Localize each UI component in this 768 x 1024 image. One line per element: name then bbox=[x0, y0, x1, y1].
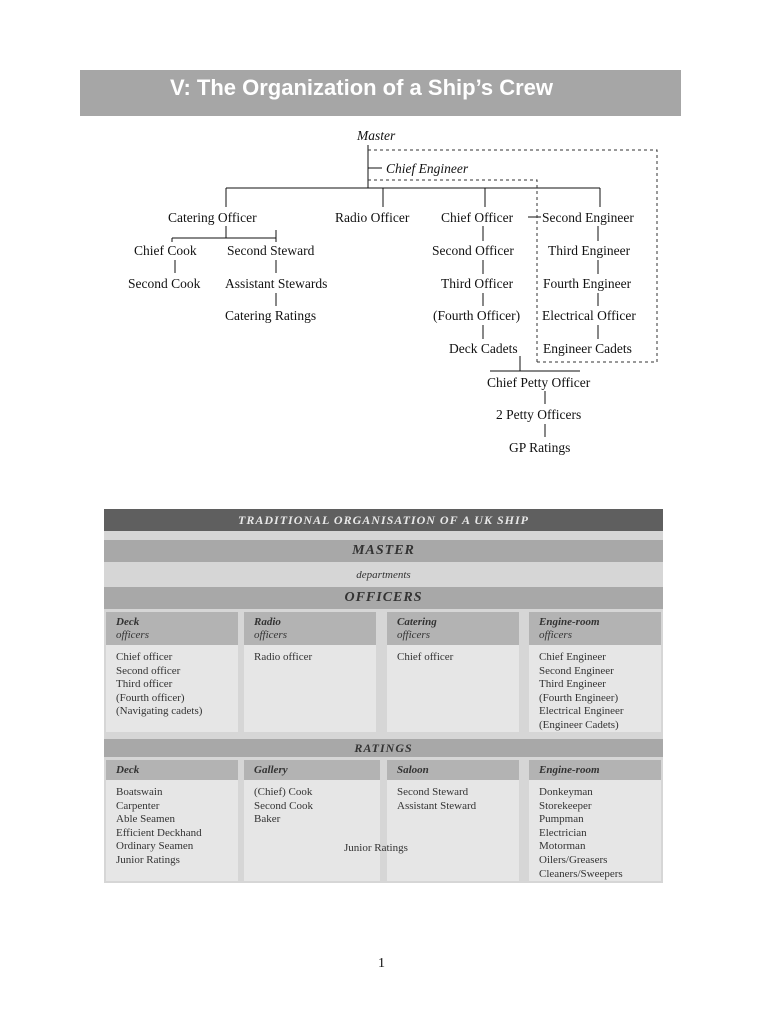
org-petty-officers: 2 Petty Officers bbox=[496, 407, 582, 422]
officer-column-list bbox=[106, 645, 238, 725]
uk-ship-organisation-table bbox=[104, 509, 663, 883]
list-item: (Fourth officer) bbox=[116, 691, 185, 704]
list-item: (Engineer Cadets) bbox=[539, 718, 619, 731]
list-item: Boatswain bbox=[116, 786, 163, 798]
uk-ship-title: TRADITIONAL ORGANISATION OF A UK SHIP bbox=[104, 509, 663, 531]
officer-column-head: Engine-room officers bbox=[529, 612, 661, 645]
officer-column-list bbox=[244, 645, 376, 671]
uk-ship-master-header: MASTER bbox=[104, 540, 663, 562]
officer-column-engine-room bbox=[529, 612, 661, 732]
list-item: Second Cook bbox=[254, 799, 313, 812]
list-item: Baker bbox=[254, 813, 281, 826]
org-radio-officer: Radio Officer bbox=[335, 210, 410, 225]
org-third-engineer: Third Engineer bbox=[548, 243, 631, 258]
list-item: Ordinary Seamen bbox=[116, 840, 194, 853]
rating-column-saloon bbox=[387, 760, 519, 881]
officer-column-deck bbox=[106, 612, 238, 732]
org-engineer-cadets: Engineer Cadets bbox=[543, 341, 632, 356]
rating-column-list bbox=[529, 780, 661, 887]
officer-column-catering bbox=[387, 612, 519, 732]
list-item: Oilers/Greasers bbox=[539, 853, 608, 866]
list-item: Electrician bbox=[539, 826, 587, 839]
org-second-cook: Second Cook bbox=[128, 276, 201, 291]
list-item: Chief Engineer bbox=[539, 651, 606, 663]
uk-ship-ratings-header: RATINGS bbox=[104, 739, 663, 757]
list-item: Carpenter bbox=[116, 799, 160, 812]
org-fourth-engineer: Fourth Engineer bbox=[543, 276, 632, 291]
list-item: Second Engineer bbox=[539, 664, 614, 677]
list-item: (Chief) Cook bbox=[254, 786, 313, 798]
org-deck-cadets: Deck Cadets bbox=[449, 341, 518, 356]
rating-column-list bbox=[106, 780, 238, 874]
org-second-engineer: Second Engineer bbox=[542, 210, 634, 225]
org-second-officer: Second Officer bbox=[432, 243, 514, 258]
rating-column-engine-room bbox=[529, 760, 661, 881]
list-item: Third officer bbox=[116, 678, 173, 691]
list-item: Junior Ratings bbox=[116, 853, 180, 866]
org-chief-officer: Chief Officer bbox=[441, 210, 514, 225]
junior-ratings-label: Junior Ratings bbox=[344, 842, 408, 854]
list-item: Chief officer bbox=[116, 651, 173, 663]
page-number: 1 bbox=[378, 956, 385, 971]
list-item: Second officer bbox=[116, 664, 181, 677]
list-item: Storekeeper bbox=[539, 799, 592, 812]
list-item: Second Steward bbox=[397, 786, 469, 798]
rating-column-gallery bbox=[244, 760, 380, 881]
officer-column-head: Catering officers bbox=[387, 612, 519, 645]
list-item: Third Engineer bbox=[539, 678, 606, 691]
org-master: Master bbox=[357, 128, 396, 143]
list-item: Radio officer bbox=[254, 651, 313, 663]
uk-ship-departments-label: departments bbox=[356, 569, 411, 581]
list-item: (Navigating cadets) bbox=[116, 705, 203, 718]
org-gp-ratings: GP Ratings bbox=[509, 440, 571, 455]
org-fourth-officer: (Fourth Officer) bbox=[433, 308, 521, 323]
officer-column-head: Radio officers bbox=[244, 612, 376, 645]
officer-column-list bbox=[529, 645, 661, 739]
rating-column-head: Deck bbox=[106, 760, 238, 780]
list-item: (Fourth Engineer) bbox=[539, 691, 619, 704]
org-second-steward: Second Steward bbox=[227, 243, 315, 258]
org-chief-cook: Chief Cook bbox=[134, 243, 197, 258]
rating-column-head: Engine-room bbox=[529, 760, 661, 780]
rating-column-list bbox=[387, 780, 519, 819]
org-catering-officer: Catering Officer bbox=[168, 210, 257, 225]
list-item: Motorman bbox=[539, 840, 586, 853]
officer-column-radio bbox=[244, 612, 376, 732]
rating-column-deck bbox=[106, 760, 238, 881]
rating-column-head: Saloon bbox=[387, 760, 519, 780]
list-item: Assistant Steward bbox=[397, 799, 477, 812]
officer-column-list bbox=[387, 645, 519, 671]
org-catering-ratings: Catering Ratings bbox=[225, 308, 317, 323]
org-chief-engineer: Chief Engineer bbox=[386, 161, 469, 176]
org-third-officer: Third Officer bbox=[441, 276, 514, 291]
list-item: Chief officer bbox=[397, 651, 454, 663]
list-item: Electrical Engineer bbox=[539, 705, 624, 718]
crew-org-chart bbox=[0, 0, 768, 470]
uk-ship-officers-header: OFFICERS bbox=[104, 587, 663, 609]
list-item: Donkeyman bbox=[539, 786, 593, 798]
org-electrical-officer: Electrical Officer bbox=[542, 308, 636, 323]
rating-column-head: Gallery bbox=[244, 760, 380, 780]
list-item: Efficient Deckhand bbox=[116, 826, 202, 839]
org-chief-petty-officer: Chief Petty Officer bbox=[487, 375, 591, 390]
list-item: Pumpman bbox=[539, 813, 584, 826]
rating-column-list bbox=[244, 780, 380, 833]
page-title: V: The Organization of a Ship’s Crew bbox=[80, 70, 681, 116]
officer-column-head: Deck officers bbox=[106, 612, 238, 645]
list-item: Able Seamen bbox=[116, 813, 175, 826]
list-item: Cleaners/Sweepers bbox=[539, 867, 623, 880]
org-assistant-stewards: Assistant Stewards bbox=[225, 276, 328, 291]
